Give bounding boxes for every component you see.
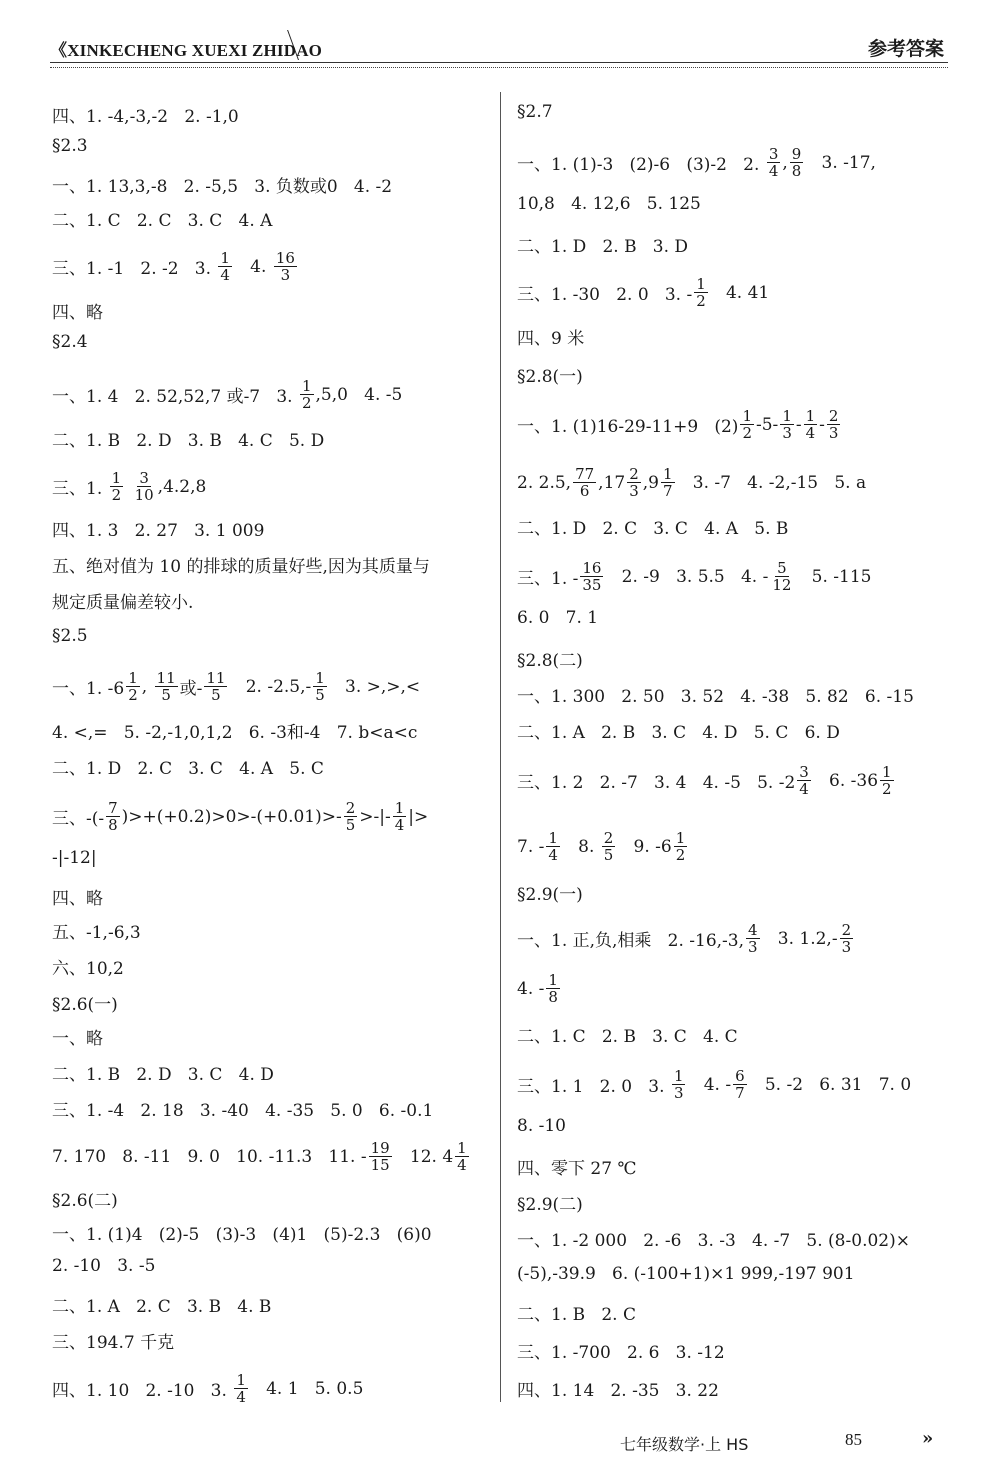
answer-line <box>52 206 272 231</box>
fraction-denominator: 2 <box>301 394 312 412</box>
answer-line <box>52 1096 433 1121</box>
answer-text: )>+(+0.2)>0>-(+0.01)>- <box>121 806 342 827</box>
answer-text: 4. <,= 5. -2,-1,0,1,2 6. -3和-4 7. b<a<c <box>52 723 418 743</box>
answer-line <box>52 954 124 979</box>
answer-text: 5. -115 <box>795 566 872 587</box>
fraction-numerator: 1 <box>673 1067 684 1085</box>
fraction <box>797 764 811 797</box>
fraction-numerator: 2 <box>828 407 839 425</box>
fraction <box>840 922 854 955</box>
fraction-numerator: 9 <box>791 145 802 163</box>
answer-text: 10,8 4. 12,6 5. 125 <box>517 194 701 214</box>
answer-text: 一、1. (1)4 (2)-5 (3)-3 (4)1 (5)-2.3 (6)0 <box>52 1225 432 1245</box>
answer-text: 三、194.7 千克 <box>52 1333 175 1353</box>
answer-text: 一、1. (1)16-29-11+9 (2) <box>517 417 739 437</box>
fraction-numerator: 7 <box>108 799 118 817</box>
answer-line <box>52 1060 274 1085</box>
answer-text: §2.5 <box>52 626 88 646</box>
fraction <box>602 830 616 863</box>
fraction <box>746 922 760 955</box>
fraction-denominator: 6 <box>579 482 590 500</box>
answer-text: 四、9 米 <box>517 329 585 349</box>
answer-text: 2. 2.5, <box>517 472 572 493</box>
fraction-denominator: 4 <box>548 846 558 864</box>
answer-text: 6. -36 <box>812 770 879 791</box>
answer-text: 三、1. 2 2. -7 3. 4 4. -5 5. -2 <box>517 773 796 793</box>
answer-line <box>52 990 118 1015</box>
answer-text: 三、1. <box>52 479 108 499</box>
fraction-numerator: 1 <box>457 1139 467 1157</box>
answer-text: 三、1. 1 2. 0 3. <box>517 1077 670 1097</box>
answer-text: 二、1. C 2. B 3. C 4. C <box>517 1027 738 1047</box>
answer-text: 一、1. 4 2. 52,52,7 或-7 3. <box>52 387 298 407</box>
fraction-denominator: 5 <box>603 846 614 864</box>
answer-text: 一、1. 正,负,相乘 2. -16,-3, <box>517 931 745 951</box>
answer-text: §2.8(二) <box>517 651 583 671</box>
column-divider <box>500 92 501 1402</box>
answer-text: §2.4 <box>52 332 88 352</box>
answer-text: 3. -7 4. -2,-15 5. a <box>676 472 867 493</box>
fraction-denominator: 2 <box>128 686 138 704</box>
answer-line <box>517 922 855 955</box>
answer-text: §2.7 <box>517 102 553 122</box>
fraction <box>234 1372 248 1405</box>
fraction <box>694 276 708 309</box>
answer-line <box>52 800 428 833</box>
fraction-numerator: 1 <box>128 669 138 687</box>
answer-line <box>52 298 103 323</box>
answer-line <box>52 1292 271 1317</box>
fraction <box>627 466 641 499</box>
fraction-denominator: 10 <box>134 486 154 504</box>
fraction-numerator: 1 <box>111 469 122 487</box>
fraction-numerator: 1 <box>220 249 230 267</box>
answer-text: 三、1. -700 2. 6 3. -12 <box>517 1343 725 1363</box>
section-title: 参考答案 <box>867 38 944 60</box>
fraction <box>740 408 754 441</box>
fraction-numerator: 2 <box>841 921 852 939</box>
answer-line <box>517 232 688 257</box>
answer-text: 一、1. 300 2. 50 3. 52 4. -38 5. 82 6. -15 <box>517 687 914 707</box>
answer-line <box>517 102 553 122</box>
answer-line <box>517 276 769 309</box>
answer-line <box>517 1154 636 1179</box>
fraction <box>767 146 781 179</box>
answer-text: , <box>782 152 788 173</box>
answer-text: 四、略 <box>52 889 103 909</box>
fraction <box>546 830 560 863</box>
fraction-numerator: 1 <box>805 407 816 425</box>
answer-text: 五、-1,-6,3 <box>52 923 141 943</box>
answer-line <box>517 682 914 707</box>
fraction-denominator: 8 <box>791 162 802 180</box>
answer-line <box>52 426 324 451</box>
page-number: 85 <box>845 1430 862 1449</box>
fraction <box>790 146 804 179</box>
answer-line <box>517 466 866 499</box>
answer-text: 4. <box>233 256 272 277</box>
answer-text: -|-12| <box>52 848 97 868</box>
fraction-numerator: 1 <box>663 465 673 483</box>
header-dotted-rule <box>50 67 948 68</box>
fraction <box>880 764 894 797</box>
fraction <box>274 250 297 283</box>
answer-text: 一、1. 13,3,-8 2. -5,5 3. 负数或0 4. -2 <box>52 177 393 197</box>
answer-line <box>517 1116 566 1136</box>
answer-text: ,17 <box>598 472 626 493</box>
answer-text <box>125 477 130 497</box>
fraction-numerator: 19 <box>370 1139 390 1157</box>
answer-text: 4. - <box>517 978 545 999</box>
fraction <box>672 1068 686 1101</box>
answer-text: 四、1. -4,-3,-2 2. -1,0 <box>52 107 239 127</box>
fraction <box>580 560 603 593</box>
fraction-denominator: 4 <box>768 162 779 180</box>
answer-text: 3. -17, <box>805 152 876 173</box>
answer-text: 四、1. 3 2. 27 3. 1 009 <box>52 521 265 541</box>
answer-line <box>52 1220 432 1245</box>
fraction-numerator: 3 <box>768 145 779 163</box>
answer-text: 一、1. (1)-3 (2)-6 (3)-2 2. <box>517 155 765 175</box>
fraction-denominator: 4 <box>805 424 816 442</box>
fraction <box>804 408 818 441</box>
answer-line <box>517 646 583 671</box>
fraction-denominator: 3 <box>629 482 639 500</box>
fraction <box>204 670 227 703</box>
fraction <box>661 466 675 499</box>
answer-line <box>52 470 206 503</box>
answer-text: 二、1. A 2. C 3. B 4. B <box>52 1297 272 1317</box>
answer-line <box>517 880 583 905</box>
answer-text: 9. -6 <box>617 836 672 857</box>
fraction-numerator: 16 <box>275 249 295 267</box>
answer-line <box>52 1372 363 1405</box>
fraction-denominator: 5 <box>315 686 325 704</box>
answer-text: 二、1. B 2. D 3. B 4. C 5. D <box>52 431 325 451</box>
fraction-numerator: 6 <box>735 1067 745 1085</box>
answer-line <box>52 250 299 283</box>
answer-text: 六、10,2 <box>52 959 124 979</box>
answer-line <box>52 552 430 577</box>
answer-line <box>52 670 420 703</box>
answer-text: 2. -2.5,- <box>229 676 312 697</box>
answer-text: §2.6(一) <box>52 995 118 1015</box>
fraction-numerator: 11 <box>206 669 226 687</box>
answer-line <box>517 764 896 797</box>
answer-text: 2. -9 3. 5.5 4. - <box>605 566 769 587</box>
answer-text: >-|- <box>359 806 391 827</box>
answer-text: ,9 <box>642 472 659 493</box>
answer-text: 三、1. - <box>517 569 579 589</box>
page-header <box>50 28 948 68</box>
fraction-denominator: 15 <box>370 1156 390 1174</box>
answer-line <box>517 718 840 743</box>
fraction-denominator: 2 <box>696 292 706 310</box>
answer-line <box>517 1376 719 1401</box>
answer-line <box>517 1338 725 1363</box>
fraction <box>126 670 140 703</box>
answer-text: 7. 170 8. -11 9. 0 10. -11.3 11. - <box>52 1146 367 1167</box>
answer-text: §2.9(二) <box>517 1195 583 1215</box>
answer-text: 12. 4 <box>393 1146 454 1167</box>
fraction <box>300 378 314 411</box>
fraction-numerator: 1 <box>394 799 405 817</box>
footer-grade-label: 七年级数学·上 HS <box>620 1435 749 1454</box>
fraction <box>770 560 793 593</box>
answer-line <box>517 1300 636 1325</box>
fraction-denominator: 12 <box>772 576 792 594</box>
answer-text: 二、1. D 2. B 3. D <box>517 237 689 257</box>
answer-line <box>52 102 239 127</box>
fraction <box>155 670 178 703</box>
answer-line <box>52 172 392 197</box>
answer-text: 7. - <box>517 836 545 857</box>
fraction-numerator: 1 <box>742 407 752 425</box>
answer-text: ,5,0 4. -5 <box>315 384 403 405</box>
fraction <box>110 470 124 503</box>
fraction <box>733 1068 747 1101</box>
series-title: 《XINKECHENG XUEXI ZHIDAO <box>50 41 323 60</box>
answer-line <box>52 884 103 909</box>
answer-text: 三、1. -4 2. 18 3. -40 4. -35 5. 0 6. -0.1 <box>52 1101 434 1121</box>
answer-line <box>52 1328 174 1353</box>
answer-text: - <box>819 414 825 435</box>
answer-text: 规定质量偏差较小. <box>52 593 194 613</box>
answer-line <box>517 1022 738 1047</box>
answer-line <box>517 324 584 349</box>
fraction <box>369 1140 392 1173</box>
answer-line <box>517 608 598 628</box>
answer-text: 二、1. A 2. B 3. C 4. D 5. C 6. D <box>517 723 840 743</box>
answer-line <box>52 1186 118 1211</box>
fraction <box>106 800 120 833</box>
answer-line <box>517 1264 855 1284</box>
header-rule <box>50 62 948 63</box>
answer-line <box>52 1024 103 1049</box>
fraction-denominator: 2 <box>742 424 752 442</box>
answer-text: -5- <box>756 414 779 435</box>
answer-text: (-5),-39.9 6. (-100+1)×1 999,-197 901 <box>517 1264 855 1284</box>
answer-line <box>52 516 264 541</box>
answer-line <box>517 146 876 179</box>
answer-text: - <box>795 414 802 435</box>
fraction <box>546 972 560 1005</box>
fraction-denominator: 3 <box>841 938 852 956</box>
answer-line <box>517 560 871 593</box>
answer-text: 三、1. -1 2. -2 3. <box>52 259 217 279</box>
answer-line <box>517 514 788 539</box>
answer-line <box>517 194 701 214</box>
fraction-denominator: 4 <box>799 780 809 798</box>
fraction <box>674 830 688 863</box>
answer-text: 二、1. D 2. C 3. C 4. A 5. B <box>517 519 789 539</box>
answer-text: §2.3 <box>52 136 88 156</box>
fraction-numerator: 1 <box>301 377 312 395</box>
answer-text: |> <box>408 806 429 827</box>
fraction-denominator: 2 <box>882 780 892 798</box>
fraction-denominator: 8 <box>548 988 558 1006</box>
answer-line <box>52 1256 155 1276</box>
answer-line <box>517 1226 910 1251</box>
fraction-numerator: 3 <box>799 763 809 781</box>
fraction-denominator: 3 <box>748 938 758 956</box>
answer-text: 二、1. B 2. C <box>517 1305 636 1325</box>
answer-text: 4. 1 5. 0.5 <box>249 1378 364 1399</box>
answer-text: 4. 41 <box>709 282 770 303</box>
fraction-denominator: 4 <box>394 816 405 834</box>
fraction <box>780 408 794 441</box>
answer-line <box>517 1068 911 1101</box>
answer-text: 三、-(- <box>52 809 105 829</box>
fraction-denominator: 5 <box>345 816 356 834</box>
fraction-numerator: 11 <box>156 669 176 687</box>
answer-line <box>52 1140 471 1173</box>
answer-text: 五、绝对值为 10 的排球的质量好些,因为其质量与 <box>52 557 430 577</box>
answer-text: 一、略 <box>52 1029 103 1049</box>
answer-line <box>517 972 562 1005</box>
fraction-numerator: 1 <box>236 1371 246 1389</box>
fraction-denominator: 3 <box>673 1084 684 1102</box>
answer-text: 2. -10 3. -5 <box>52 1256 156 1276</box>
fraction-denominator: 3 <box>828 424 839 442</box>
fraction-numerator: 2 <box>345 799 356 817</box>
fraction-numerator: 1 <box>315 669 325 687</box>
fraction <box>393 800 407 833</box>
answer-text: 三、1. -30 2. 0 3. - <box>517 285 693 305</box>
fraction-numerator: 16 <box>582 559 602 577</box>
fraction-numerator: 1 <box>548 971 558 989</box>
fraction <box>344 800 358 833</box>
answer-line <box>52 626 88 646</box>
answer-line <box>52 136 88 156</box>
fraction-numerator: 3 <box>139 469 149 487</box>
answer-line <box>517 362 583 387</box>
fraction-numerator: 77 <box>575 465 595 483</box>
answer-text: §2.8(一) <box>517 367 583 387</box>
fraction-denominator: 5 <box>211 686 221 704</box>
fraction-denominator: 5 <box>161 686 171 704</box>
answer-line <box>52 918 141 943</box>
answer-text: 四、零下 27 ℃ <box>517 1159 637 1179</box>
fraction-numerator: 1 <box>696 275 706 293</box>
fraction-numerator: 5 <box>777 559 787 577</box>
fraction-denominator: 3 <box>782 424 792 442</box>
answer-text: 四、略 <box>52 303 103 323</box>
fraction <box>455 1140 469 1173</box>
answer-text: 或- <box>179 679 203 699</box>
answer-line <box>517 1190 583 1215</box>
fraction-denominator: 7 <box>663 482 673 500</box>
answer-text: 3. >,>,< <box>328 676 421 697</box>
fraction-denominator: 35 <box>582 576 602 594</box>
answer-text: 6. 0 7. 1 <box>517 608 599 628</box>
fraction <box>133 470 156 503</box>
answer-text: 二、1. B 2. D 3. C 4. D <box>52 1065 274 1085</box>
answer-text: 四、1. 14 2. -35 3. 22 <box>517 1381 719 1401</box>
fraction-denominator: 2 <box>675 846 686 864</box>
answer-text: 5. -2 6. 31 7. 0 <box>748 1074 912 1095</box>
fraction-denominator: 4 <box>220 266 230 284</box>
answer-line <box>517 408 842 441</box>
fraction-denominator: 4 <box>457 1156 467 1174</box>
fraction-numerator: 1 <box>782 407 792 425</box>
answer-text: 8. <box>561 836 600 857</box>
fraction-numerator: 1 <box>675 829 686 847</box>
answer-line <box>52 588 193 613</box>
fraction-numerator: 1 <box>882 763 892 781</box>
answer-line <box>52 378 402 411</box>
answer-text: 四、1. 10 2. -10 3. <box>52 1381 233 1401</box>
answer-line <box>52 848 97 868</box>
fraction-numerator: 2 <box>629 465 639 483</box>
answer-line <box>517 830 689 863</box>
answer-text: 3. 1.2,- <box>761 928 838 949</box>
fraction <box>827 408 841 441</box>
answer-text: §2.6(二) <box>52 1191 118 1211</box>
answer-text: , <box>141 676 153 697</box>
answer-text: 二、1. C 2. C 3. C 4. A <box>52 211 273 231</box>
fraction <box>218 250 232 283</box>
fraction <box>313 670 327 703</box>
answer-text: 8. -10 <box>517 1116 566 1136</box>
answer-text: 一、1. -2 000 2. -6 3. -3 4. -7 5. (8-0.02)× <box>517 1231 910 1251</box>
fraction <box>573 466 596 499</box>
fraction-numerator: 2 <box>603 829 614 847</box>
fraction-denominator: 4 <box>236 1388 246 1406</box>
fraction-denominator: 3 <box>280 266 291 284</box>
next-arrows-icon: » <box>922 1428 934 1449</box>
fraction-numerator: 1 <box>548 829 558 847</box>
fraction-numerator: 4 <box>748 921 758 939</box>
answer-line <box>52 332 88 352</box>
answer-text: 一、1. -6 <box>52 679 125 699</box>
answer-text: 4. - <box>687 1074 732 1095</box>
fraction-denominator: 7 <box>735 1084 745 1102</box>
fraction-denominator: 8 <box>108 816 118 834</box>
fraction-denominator: 2 <box>111 486 122 504</box>
answer-text: 二、1. D 2. C 3. C 4. A 5. C <box>52 759 324 779</box>
answer-line <box>52 754 324 779</box>
answer-line <box>52 718 417 743</box>
answer-text: ,4.2,8 <box>157 476 207 497</box>
answer-text: §2.9(一) <box>517 885 583 905</box>
